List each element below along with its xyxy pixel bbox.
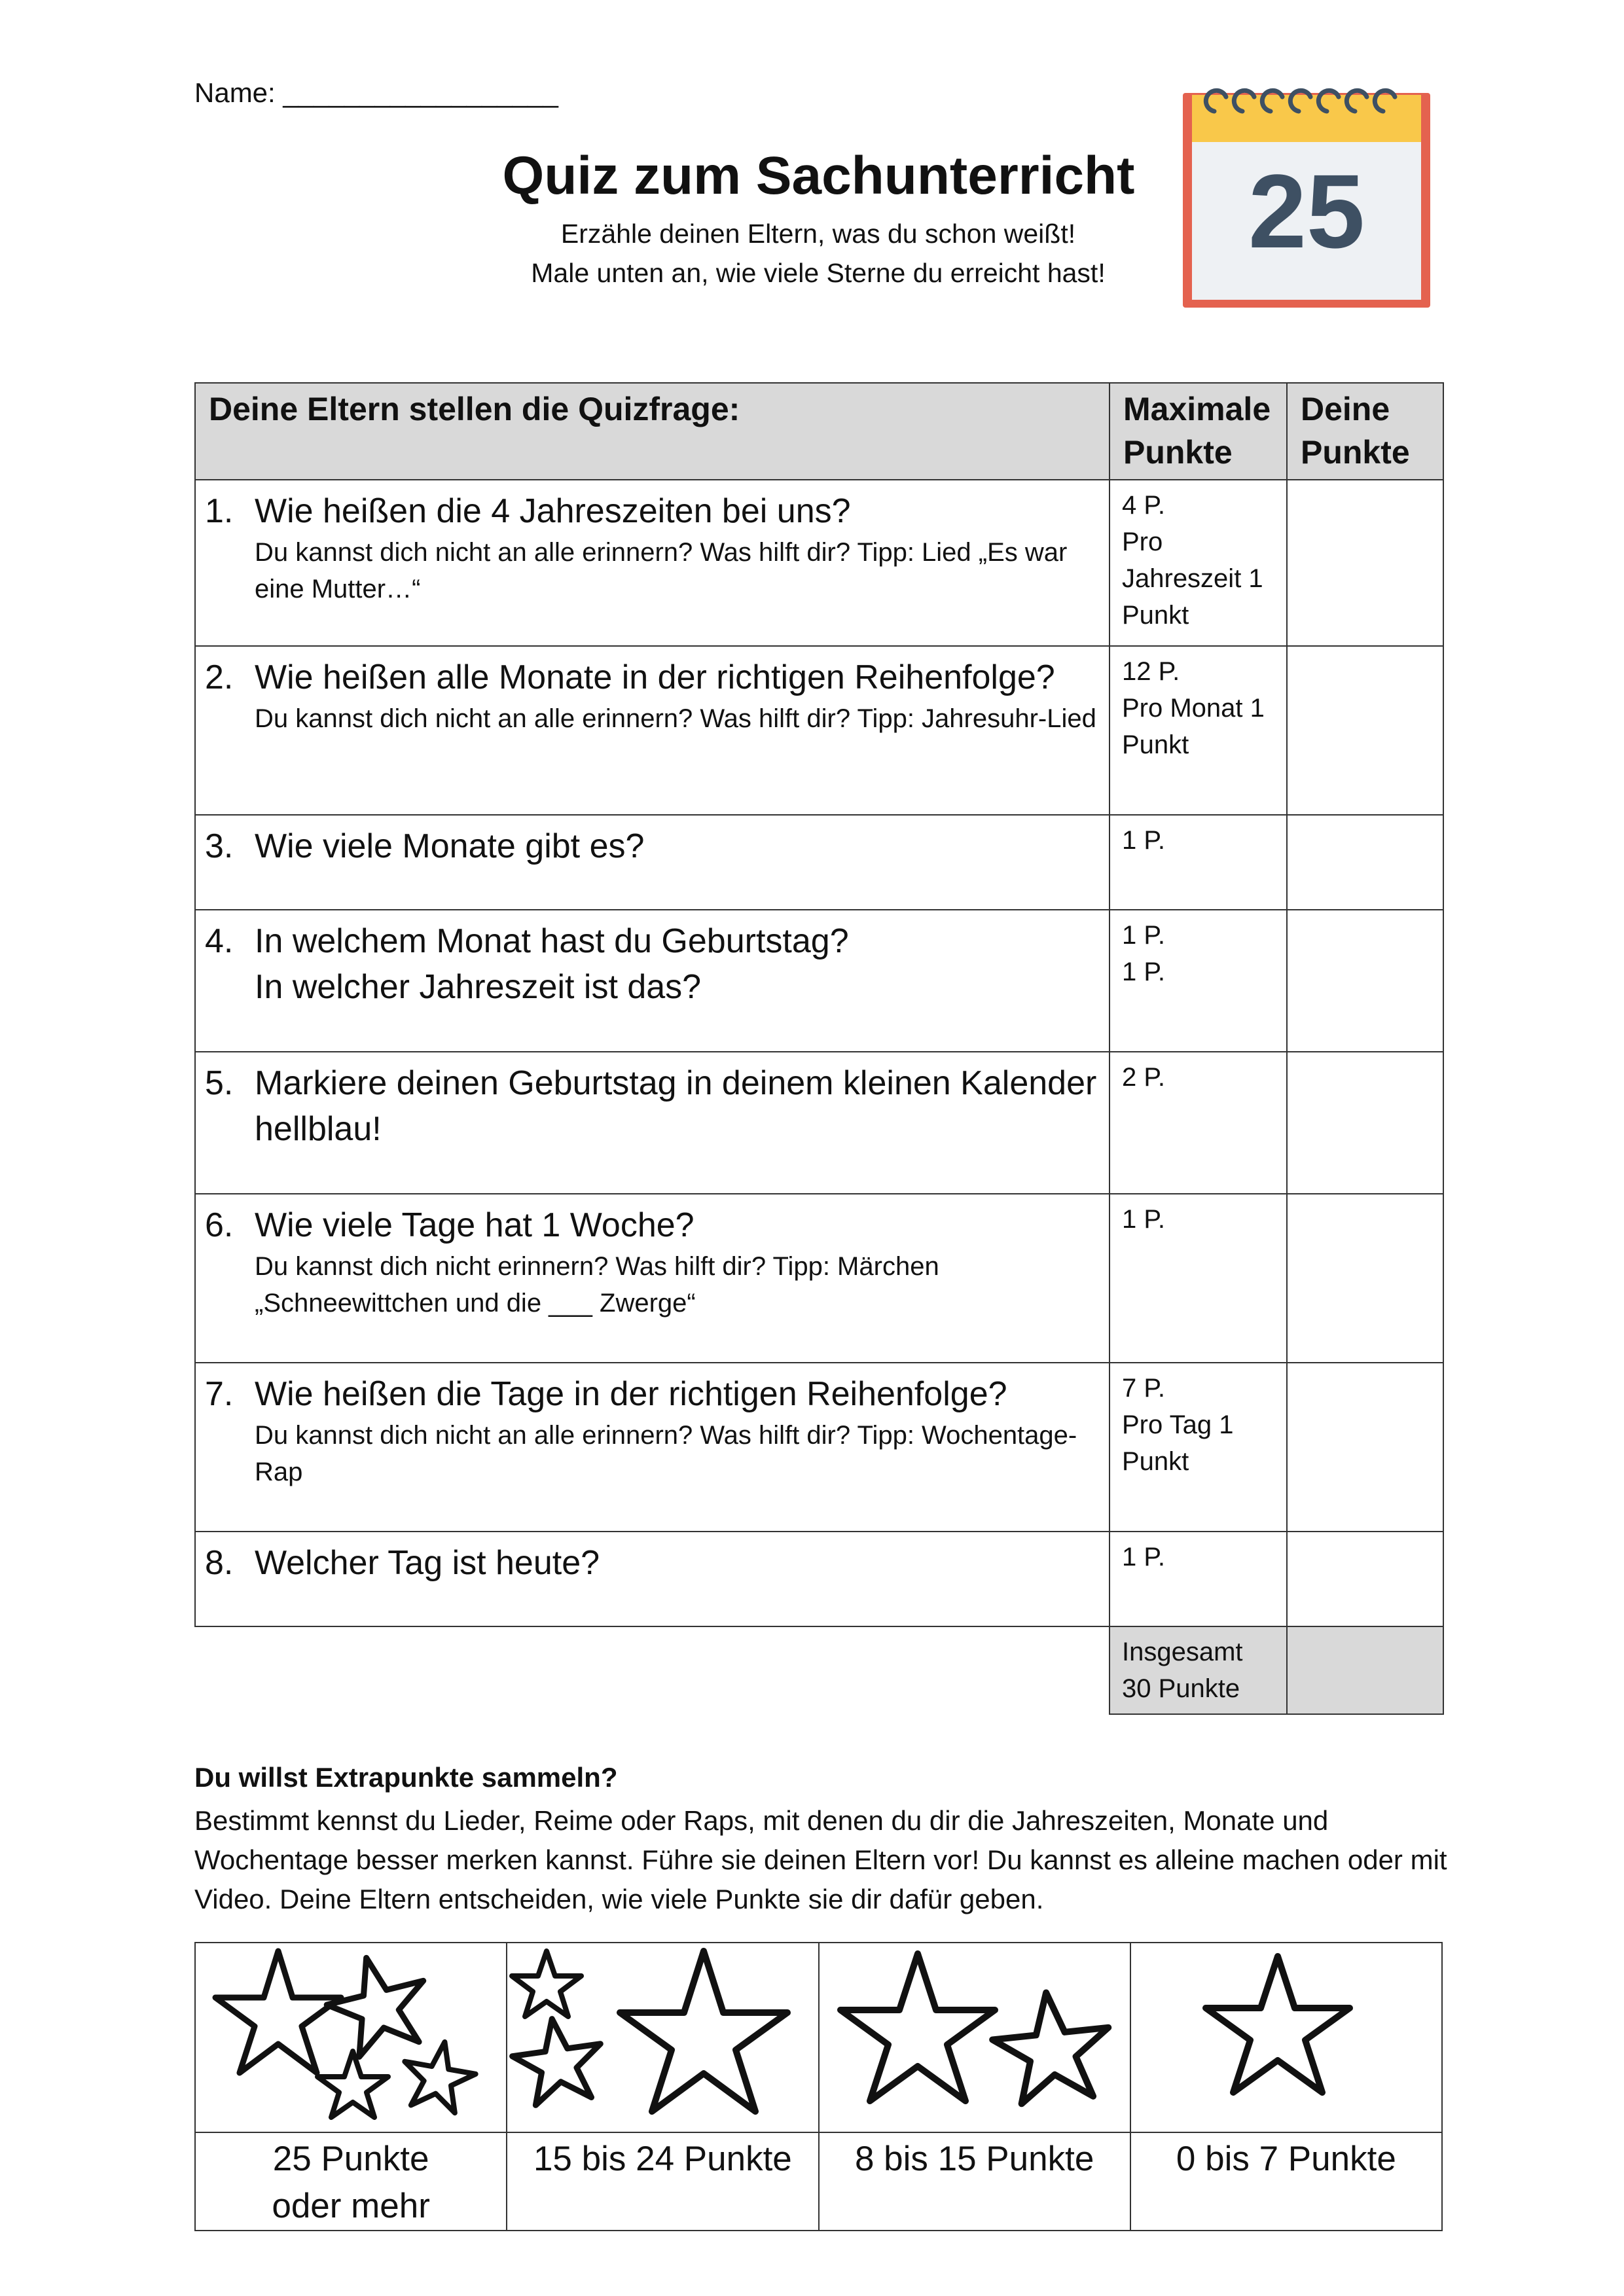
question-text: In welchem Monat hast du Geburtstag? In welcher Jahreszeit ist das?: [255, 922, 849, 1006]
question-hint: Du kannst dich nicht erinnern? Was hilft dir? Tipp: Märchen „Schneewittchen und die ___ Zwerge“: [255, 1252, 939, 1318]
header-your-points: Deine Punkte: [1287, 383, 1443, 480]
page-title: Quiz zum Sachunterricht: [502, 146, 1135, 206]
calendar-icon: [1178, 65, 1440, 314]
extra-points-text: Bestimmt kennst du Lieder, Reime oder Raps, mit denen du dir die Jahreszeiten, Monate und Wochentage besser merken kannst. Führe sie deinen Eltern vor! Du kannst es alleine machen oder mit Video. Deine Eltern entscheiden, wie viele Punkte sie dir dafür geben.: [194, 1805, 1447, 1914]
table-row: [195, 815, 1443, 910]
table-row: [195, 646, 1443, 815]
star-icon: [1206, 1956, 1350, 2092]
question-hint: Du kannst dich nicht an alle erinnern? Was hilft dir? Tipp: Wochentage-Rap: [255, 1421, 1077, 1486]
your-points-cell[interactable]: [1287, 815, 1443, 910]
star-icon: [988, 1986, 1115, 2106]
star-icon: [840, 1954, 995, 2101]
header-question: Deine Eltern stellen die Quizfrage:: [195, 383, 1110, 480]
question-number: 3.: [205, 827, 234, 865]
star-cell-level-4[interactable]: [1130, 1943, 1442, 2132]
question-number: 1.: [205, 492, 234, 530]
your-points-cell[interactable]: [1287, 1363, 1443, 1532]
max-points-cell: 1 P.: [1110, 815, 1287, 910]
star-icons-4: [196, 1943, 506, 2132]
your-points-cell[interactable]: [1287, 646, 1443, 815]
quiz-table: [194, 382, 1444, 1715]
question-number: 5.: [205, 1064, 234, 1102]
star-rating-table: [194, 1942, 1443, 2231]
subtitle-line-2: Male unten an, wie viele Sterne du erreicht hast!: [531, 258, 1106, 288]
star-icons-3: [507, 1943, 818, 2132]
table-row: [195, 480, 1443, 646]
star-icon: [508, 2013, 607, 2108]
header-max-points: Maximale Punkte: [1110, 383, 1287, 480]
table-row: [195, 1194, 1443, 1363]
name-field-label: Name: __________________: [194, 77, 558, 108]
your-points-cell[interactable]: [1287, 1194, 1443, 1363]
max-points-cell: 4 P. Pro Jahreszeit 1 Punkt: [1110, 480, 1287, 646]
star-level-label: 25 Punkte oder mehr: [195, 2132, 507, 2231]
total-row: [195, 1626, 1443, 1714]
star-icon: [620, 1951, 787, 2111]
your-points-cell[interactable]: [1287, 1052, 1443, 1194]
star-icons-2: [820, 1943, 1130, 2132]
question-text: Welcher Tag ist heute?: [255, 1544, 600, 1582]
max-points-cell: 12 P. Pro Monat 1 Punkt: [1110, 646, 1287, 815]
table-header-row: [195, 383, 1443, 480]
question-text: Wie heißen die Tage in der richtigen Reihenfolge?: [255, 1375, 1007, 1413]
your-points-cell[interactable]: [1287, 480, 1443, 646]
calendar-number: 25: [1248, 152, 1365, 270]
max-points-cell: 7 P. Pro Tag 1 Punkt: [1110, 1363, 1287, 1532]
table-row: [195, 1052, 1443, 1194]
star-cell-level-1[interactable]: [195, 1943, 507, 2132]
question-text: Wie heißen die 4 Jahreszeiten bei uns?: [255, 492, 851, 530]
question-number: 8.: [205, 1544, 234, 1582]
star-cell-level-3[interactable]: [819, 1943, 1130, 2132]
star-icon: [512, 1951, 581, 2017]
question-text: Markiere deinen Geburtstag in deinem kleinen Kalender hellblau!: [255, 1064, 1097, 1148]
extra-points-heading: Du willst Extrapunkte sammeln?: [194, 1762, 618, 1793]
star-cell-level-2[interactable]: [507, 1943, 818, 2132]
question-number: 2.: [205, 658, 234, 696]
max-points-cell: 1 P. 1 P.: [1110, 910, 1287, 1052]
star-icon: [397, 2036, 480, 2115]
question-number: 7.: [205, 1375, 234, 1413]
max-points-cell: 2 P.: [1110, 1052, 1287, 1194]
star-level-label: 15 bis 24 Punkte: [507, 2132, 818, 2231]
star-icon: [317, 2051, 388, 2117]
star-icon: [318, 1946, 437, 2061]
question-number: 4.: [205, 922, 234, 960]
table-row: [195, 1532, 1443, 1626]
table-row: [195, 1363, 1443, 1532]
star-level-label: 8 bis 15 Punkte: [819, 2132, 1130, 2231]
total-points-label: Insgesamt 30 Punkte: [1110, 1626, 1287, 1714]
question-text: Wie viele Monate gibt es?: [255, 827, 645, 865]
total-your-points-cell[interactable]: [1287, 1626, 1443, 1714]
your-points-cell[interactable]: [1287, 910, 1443, 1052]
max-points-cell: 1 P.: [1110, 1194, 1287, 1363]
subtitle-line-1: Erzähle deinen Eltern, was du schon weißt!: [560, 219, 1076, 249]
question-number: 6.: [205, 1206, 234, 1244]
question-hint: Du kannst dich nicht an alle erinnern? Was hilft dir? Tipp: Lied „Es war eine Mutter…“: [255, 538, 1068, 603]
your-points-cell[interactable]: [1287, 1532, 1443, 1626]
star-level-label: 0 bis 7 Punkte: [1130, 2132, 1442, 2231]
table-row: [195, 910, 1443, 1052]
question-hint: Du kannst dich nicht an alle erinnern? Was hilft dir? Tipp: Jahresuhr-Lied: [255, 704, 1096, 733]
star-icon: [215, 1951, 341, 2073]
question-text: Wie viele Tage hat 1 Woche?: [255, 1206, 695, 1244]
star-icons-1: [1131, 1943, 1441, 2132]
question-text: Wie heißen alle Monate in der richtigen Reihenfolge?: [255, 658, 1055, 696]
max-points-cell: 1 P.: [1110, 1532, 1287, 1626]
